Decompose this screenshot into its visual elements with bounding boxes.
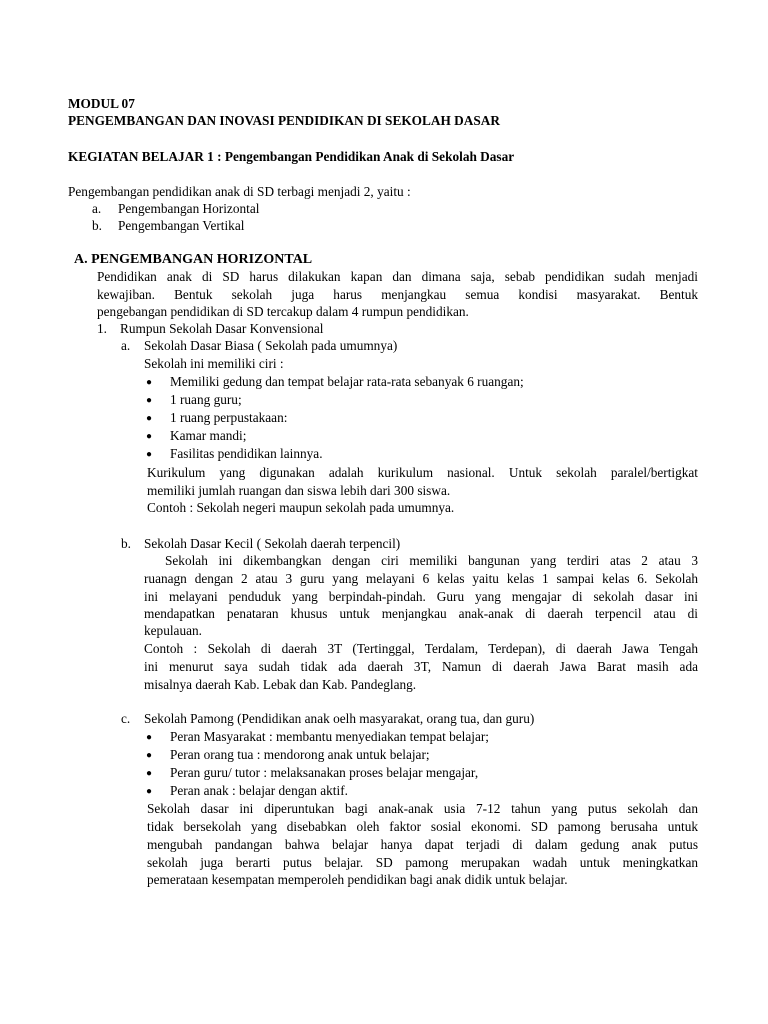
sub-b-para-line: Sekolah ini dikembangkan dengan ciri memiliki bangunan yang terdiri atas 2 atau 3 bbox=[165, 553, 698, 568]
sub-a-bullet: 1 ruang perpustakaan: bbox=[170, 410, 288, 425]
sub-b-para-line: mendapatkan penataran khusus untuk menjangkau anak-anak di daerah terpencil atau di bbox=[144, 606, 698, 621]
sub-c-marker: c. bbox=[121, 711, 131, 726]
activity-heading bbox=[68, 148, 514, 165]
sub-a-example: Contoh : Sekolah negeri maupun sekolah pada umumnya. bbox=[147, 500, 455, 515]
bullet-icon: ● bbox=[146, 750, 153, 761]
rumpun-marker: 1. bbox=[97, 321, 107, 336]
sub-c-para-line: pemerataan kesempatan memperoleh pendidikan bagi anak didik untuk belajar. bbox=[147, 872, 568, 887]
bullet-icon: ● bbox=[146, 786, 153, 797]
sub-b-title: Sekolah Dasar Kecil ( Sekolah daerah terpencil) bbox=[144, 536, 401, 551]
sub-c-bullet: Peran guru/ tutor : melaksanakan proses belajar mengajar, bbox=[170, 765, 479, 780]
bullet-icon: ● bbox=[146, 413, 153, 424]
sub-a-bullet: 1 ruang guru; bbox=[170, 392, 242, 407]
sub-c-bullet: Peran Masyarakat : membantu menyediakan tempat belajar; bbox=[170, 729, 490, 744]
sub-a-para-line: Kurikulum yang digunakan adalah kurikulum nasional. Untuk sekolah paralel/bertigkat bbox=[147, 465, 698, 480]
section-a-para-line: Pendidikan anak di SD harus dilakukan kapan dan dimana saja, sebab pendidikan sudah menjadi bbox=[97, 269, 698, 284]
bullet-icon: ● bbox=[146, 395, 153, 406]
bullet-icon: ● bbox=[146, 732, 153, 743]
activity-title: Pengembangan Pendidikan Anak di Sekolah Dasar bbox=[224, 149, 515, 164]
sub-b-para-line: ini melayani penduduk yang berpindah-pindah. Guru yang mengajar di sekolah dasar ini bbox=[144, 589, 698, 604]
sub-b-example-line: misalnya daerah Kab. Lebak dan Kab. Pandeglang. bbox=[144, 677, 417, 692]
sub-b-marker: b. bbox=[121, 536, 131, 551]
rumpun-title: Rumpun Sekolah Dasar Konvensional bbox=[120, 321, 324, 336]
sub-a-para-line: memiliki jumlah ruangan dan siswa lebih dari 300 siswa. bbox=[147, 483, 451, 498]
activity-label: KEGIATAN BELAJAR 1 : bbox=[68, 149, 222, 164]
intro-item-marker: b. bbox=[92, 218, 102, 233]
section-a-para-line: kewajiban. Bentuk sekolah juga harus menjangkau semua kondisi masyarakat. Bentuk bbox=[97, 287, 698, 302]
sub-a-bullet: Fasilitas pendidikan lainnya. bbox=[170, 446, 323, 461]
sub-b-example-line: ini menurut saya sudah tidak ada daerah 3T, Namun di daerah Jawa Barat masih ada bbox=[144, 659, 698, 674]
bullet-icon: ● bbox=[146, 768, 153, 779]
intro-item: Pengembangan Horizontal bbox=[118, 201, 260, 216]
intro-item: Pengembangan Vertikal bbox=[118, 218, 245, 233]
sub-c-bullet: Peran orang tua : mendorong anak untuk belajar; bbox=[170, 747, 430, 762]
section-a-heading: A. PENGEMBANGAN HORIZONTAL bbox=[74, 252, 313, 267]
module-number: MODUL 07 bbox=[68, 96, 135, 111]
bullet-icon: ● bbox=[146, 449, 153, 460]
sub-b-para-line: ruanagn dengan 2 atau 3 guru yang melayani 6 kelas yaitu kelas 1 sampai kelas 6. Sekolah bbox=[144, 571, 698, 586]
module-title: PENGEMBANGAN DAN INOVASI PENDIDIKAN DI SEKOLAH DASAR bbox=[68, 113, 500, 128]
intro-item-marker: a. bbox=[92, 201, 102, 216]
bullet-icon: ● bbox=[146, 431, 153, 442]
bullet-icon: ● bbox=[146, 377, 153, 388]
sub-c-para-line: tidak bersekolah yang disebabkan oleh faktor sosial ekonomi. SD pamong berusaha untuk bbox=[147, 819, 698, 834]
sub-c-title: Sekolah Pamong (Pendidikan anak oelh masyarakat, orang tua, dan guru) bbox=[144, 711, 535, 726]
sub-b-example-line: Contoh : Sekolah di daerah 3T (Tertinggal, Terdalam, Terdepan), di daerah Jawa Tengah bbox=[144, 641, 698, 656]
sub-a-bullet: Kamar mandi; bbox=[170, 428, 247, 443]
sub-b-para-line: kepulauan. bbox=[144, 623, 202, 638]
sub-a-intro: Sekolah ini memiliki ciri : bbox=[144, 356, 284, 371]
intro-text: Pengembangan pendidikan anak di SD terbagi menjadi 2, yaitu : bbox=[68, 184, 411, 199]
sub-c-para-line: Sekolah dasar ini diperuntukan bagi anak-anak usia 7-12 tahun yang putus sekolah dan bbox=[147, 801, 698, 816]
sub-c-para-line: mengubah pandangan bahwa belajar hanya dapat terjadi di dalam gedung anak putus bbox=[147, 837, 698, 852]
sub-c-para-line: sekolah juga berarti putus belajar. SD pamong merupakan wadah untuk meningkatkan bbox=[147, 855, 698, 870]
sub-a-bullet: Memiliki gedung dan tempat belajar rata-rata sebanyak 6 ruangan; bbox=[170, 374, 524, 389]
sub-c-bullet: Peran anak : belajar dengan aktif. bbox=[170, 783, 348, 798]
section-a-para-line: pengebangan pendidikan di SD tercakup dalam 4 rumpun pendidikan. bbox=[97, 304, 469, 319]
sub-a-marker: a. bbox=[121, 338, 131, 353]
sub-a-title: Sekolah Dasar Biasa ( Sekolah pada umumnya) bbox=[144, 338, 398, 353]
